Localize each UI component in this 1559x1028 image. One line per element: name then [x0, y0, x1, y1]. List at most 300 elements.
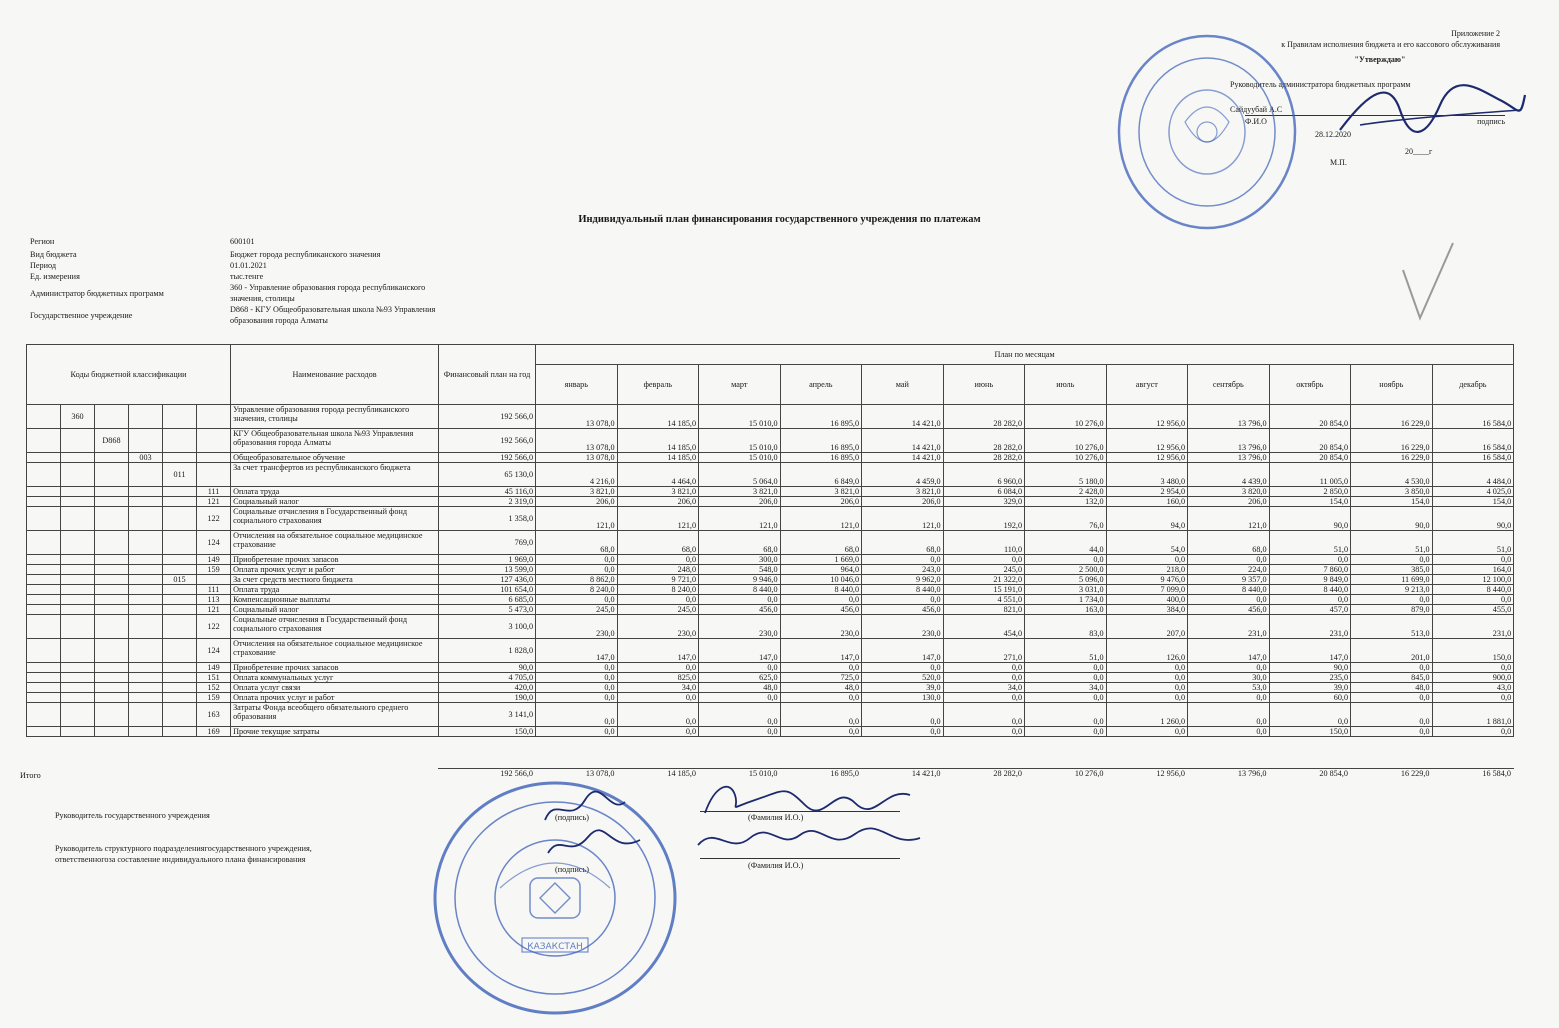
code-cell: [27, 693, 61, 703]
code-cell: [61, 693, 95, 703]
month-value: 206,0: [536, 497, 618, 507]
month-value: 15 191,0: [943, 585, 1025, 595]
month-value: 68,0: [699, 531, 781, 555]
month-value: 0,0: [1025, 673, 1107, 683]
month-value: 0,0: [1269, 703, 1351, 727]
month-value: 0,0: [1188, 663, 1270, 673]
meta-value: 600101: [230, 237, 255, 246]
month-value: 3 821,0: [780, 487, 862, 497]
code-cell: 149: [197, 663, 231, 673]
month-value: 4 530,0: [1351, 463, 1433, 487]
meta-value: 01.01.2021: [230, 261, 267, 270]
month-value: 0,0: [862, 555, 944, 565]
month-value: 0,0: [699, 693, 781, 703]
month-value: 90,0: [1432, 507, 1514, 531]
month-value: 385,0: [1351, 565, 1433, 575]
month-value: 76,0: [1025, 507, 1107, 531]
code-cell: [129, 727, 163, 737]
code-cell: [129, 497, 163, 507]
code-cell: [61, 565, 95, 575]
month-value: 11 005,0: [1269, 463, 1351, 487]
month-value: 90,0: [1269, 663, 1351, 673]
table-row: [27, 453, 1514, 463]
month-value: 53,0: [1188, 683, 1270, 693]
month-value: 8 240,0: [617, 585, 699, 595]
month-value: 8 440,0: [1269, 585, 1351, 595]
code-cell: [163, 453, 197, 463]
signature-stamp-1: [535, 790, 635, 830]
month-value: 879,0: [1351, 605, 1433, 615]
code-cell: 111: [197, 585, 231, 595]
month-value: 121,0: [617, 507, 699, 531]
code-cell: [163, 663, 197, 673]
month-value: 13 796,0: [1188, 405, 1270, 429]
month-value: 154,0: [1351, 497, 1433, 507]
code-cell: [61, 497, 95, 507]
code-cell: [95, 531, 129, 555]
year-line: 20____г: [1405, 147, 1433, 156]
code-cell: [197, 405, 231, 429]
month-value: 16 229,0: [1351, 429, 1433, 453]
code-cell: [163, 405, 197, 429]
month-value: 16 229,0: [1351, 453, 1433, 463]
month-value: 3 821,0: [617, 487, 699, 497]
month-value: 0,0: [536, 727, 618, 737]
month-value: 0,0: [617, 703, 699, 727]
code-cell: 159: [197, 565, 231, 575]
month-value: 90,0: [1351, 507, 1433, 531]
month-value: 11 699,0: [1351, 575, 1433, 585]
table-row: [27, 663, 1514, 673]
month-value: 548,0: [699, 565, 781, 575]
month-value: 21 322,0: [943, 575, 1025, 585]
annual-plan: 1 358,0: [439, 507, 536, 531]
month-value: 230,0: [536, 615, 618, 639]
code-cell: [163, 497, 197, 507]
month-value: 16 895,0: [780, 429, 862, 453]
month-value: 51,0: [1351, 531, 1433, 555]
month-value: 8 440,0: [699, 585, 781, 595]
expense-name: За счет трансфертов из республиканского бюджета: [231, 463, 439, 487]
month-value: 68,0: [780, 531, 862, 555]
total-month-value: 14 421,0: [911, 769, 941, 778]
month-value: 0,0: [536, 663, 618, 673]
code-cell: [163, 565, 197, 575]
month-value: 147,0: [536, 639, 618, 663]
month-value: 28 282,0: [943, 429, 1025, 453]
table-row: [27, 673, 1514, 683]
month-value: 0,0: [1432, 663, 1514, 673]
month-value: 6 849,0: [780, 463, 862, 487]
month-value: 0,0: [1351, 663, 1433, 673]
annual-plan: 101 654,0: [439, 585, 536, 595]
month-value: 0,0: [1025, 555, 1107, 565]
month-value: 0,0: [617, 555, 699, 565]
month-value: 147,0: [780, 639, 862, 663]
month-value: 235,0: [1269, 673, 1351, 683]
month-value: 400,0: [1106, 595, 1188, 605]
head-signature: [1330, 70, 1530, 150]
month-value: 3 821,0: [699, 487, 781, 497]
code-cell: [27, 605, 61, 615]
annual-plan: 13 599,0: [439, 565, 536, 575]
expense-name: Приобретение прочих запасов: [231, 663, 439, 673]
code-cell: [163, 727, 197, 737]
code-cell: [197, 463, 231, 487]
month-header: август: [1106, 365, 1188, 405]
month-value: 10 046,0: [780, 575, 862, 585]
code-cell: [61, 463, 95, 487]
code-cell: [27, 585, 61, 595]
month-value: 16 229,0: [1351, 405, 1433, 429]
code-cell: 163: [197, 703, 231, 727]
code-cell: [61, 615, 95, 639]
code-cell: [27, 727, 61, 737]
table-row: [27, 727, 1514, 737]
month-value: 12 956,0: [1106, 429, 1188, 453]
month-value: 0,0: [1432, 595, 1514, 605]
code-cell: [61, 605, 95, 615]
expense-name: КГУ Общеобразовательная школа №93 Управления образования города Алматы: [231, 429, 439, 453]
sign-label: подпись: [1477, 117, 1505, 126]
mp-label: М.П.: [1330, 158, 1347, 167]
approved-label: "Утверждаю": [1354, 55, 1406, 64]
month-value: 28 282,0: [943, 405, 1025, 429]
month-value: 0,0: [1188, 727, 1270, 737]
month-value: 248,0: [617, 565, 699, 575]
code-cell: [61, 507, 95, 531]
table-row: [27, 507, 1514, 531]
month-value: 0,0: [862, 703, 944, 727]
month-header: июнь: [943, 365, 1025, 405]
approval-date: 28.12.2020: [1315, 130, 1351, 139]
total-month-value: 13 078,0: [585, 769, 615, 778]
month-value: 13 078,0: [536, 405, 618, 429]
expense-name: Оплата коммунальных услуг: [231, 673, 439, 683]
month-value: 8 440,0: [862, 585, 944, 595]
code-cell: [129, 673, 163, 683]
code-cell: [95, 615, 129, 639]
month-header: октябрь: [1269, 365, 1351, 405]
total-month-value: 13 796,0: [1237, 769, 1267, 778]
annual-plan: 150,0: [439, 727, 536, 737]
month-value: 0,0: [617, 693, 699, 703]
code-cell: [95, 639, 129, 663]
annual-plan: 192 566,0: [439, 429, 536, 453]
month-value: 14 185,0: [617, 405, 699, 429]
month-value: 300,0: [699, 555, 781, 565]
month-value: 192,0: [943, 507, 1025, 531]
month-value: 243,0: [862, 565, 944, 575]
annual-plan: 5 473,0: [439, 605, 536, 615]
code-cell: [129, 555, 163, 565]
meta-key: Регион: [30, 237, 55, 246]
month-value: 68,0: [617, 531, 699, 555]
table-row: [27, 463, 1514, 487]
expense-name: Социальные отчисления в Государственный фонд социального страхования: [231, 615, 439, 639]
expense-name: Отчисления на обязательное социальное медицинское страхование: [231, 531, 439, 555]
month-value: 845,0: [1351, 673, 1433, 683]
code-cell: [27, 555, 61, 565]
month-value: 0,0: [699, 663, 781, 673]
month-value: 0,0: [1188, 555, 1270, 565]
code-cell: [95, 497, 129, 507]
month-value: 12 100,0: [1432, 575, 1514, 585]
code-cell: [95, 507, 129, 531]
month-value: 329,0: [943, 497, 1025, 507]
meta-key: Администратор бюджетных программ: [30, 288, 164, 298]
fio-name: Сайдуубай А.С: [1230, 105, 1283, 114]
month-value: 15 010,0: [699, 453, 781, 463]
month-value: 0,0: [1188, 595, 1270, 605]
month-value: 0,0: [1351, 703, 1433, 727]
month-value: 0,0: [780, 595, 862, 605]
month-value: 14 185,0: [617, 453, 699, 463]
month-value: 3 821,0: [536, 487, 618, 497]
month-value: 10 276,0: [1025, 405, 1107, 429]
total-month-value: 16 229,0: [1400, 769, 1430, 778]
code-cell: [163, 595, 197, 605]
month-value: 520,0: [862, 673, 944, 683]
code-cell: [129, 575, 163, 585]
code-cell: 122: [197, 507, 231, 531]
month-header: март: [699, 365, 781, 405]
check-mark: [1398, 240, 1458, 325]
month-value: 0,0: [536, 693, 618, 703]
code-cell: [95, 575, 129, 585]
table-row: [27, 555, 1514, 565]
code-cell: 015: [163, 575, 197, 585]
month-value: 230,0: [617, 615, 699, 639]
expense-name: Отчисления на обязательное социальное медицинское страхование: [231, 639, 439, 663]
code-cell: [27, 673, 61, 683]
month-value: 384,0: [1106, 605, 1188, 615]
month-value: 456,0: [862, 605, 944, 615]
code-cell: [61, 531, 95, 555]
month-value: 10 276,0: [1025, 453, 1107, 463]
month-value: 1 260,0: [1106, 703, 1188, 727]
code-cell: [163, 703, 197, 727]
annual-plan: 6 685,0: [439, 595, 536, 605]
month-value: 130,0: [862, 693, 944, 703]
month-value: 12 956,0: [1106, 453, 1188, 463]
table-row: [27, 565, 1514, 575]
code-cell: [129, 703, 163, 727]
total-label: Итого: [20, 771, 41, 780]
code-cell: [27, 429, 61, 453]
month-value: 14 421,0: [862, 405, 944, 429]
table-row: [27, 429, 1514, 453]
table-row: [27, 487, 1514, 497]
month-value: 0,0: [943, 693, 1025, 703]
code-cell: [61, 429, 95, 453]
month-value: 0,0: [536, 683, 618, 693]
code-cell: [163, 639, 197, 663]
header-months: План по месяцам: [536, 345, 1514, 365]
code-cell: [27, 463, 61, 487]
month-value: 16 895,0: [780, 453, 862, 463]
month-value: 39,0: [1269, 683, 1351, 693]
meta-value: тыс.тенге: [230, 272, 264, 281]
code-cell: 121: [197, 497, 231, 507]
month-value: 9 476,0: [1106, 575, 1188, 585]
code-cell: [129, 639, 163, 663]
month-value: 0,0: [1188, 703, 1270, 727]
annual-plan: 192 566,0: [439, 405, 536, 429]
month-value: 12 956,0: [1106, 405, 1188, 429]
month-value: 6 960,0: [943, 463, 1025, 487]
rules-label: к Правилам исполнения бюджета и его кассового обслуживания: [1281, 40, 1500, 49]
total-month-value: 14 185,0: [667, 769, 696, 778]
month-value: 3 850,0: [1351, 487, 1433, 497]
month-value: 0,0: [1025, 693, 1107, 703]
month-value: 6 084,0: [943, 487, 1025, 497]
code-cell: [95, 487, 129, 497]
month-value: 0,0: [943, 673, 1025, 683]
code-cell: [95, 565, 129, 575]
code-cell: [27, 703, 61, 727]
expense-name: За счет средств местного бюджета: [231, 575, 439, 585]
month-value: 44,0: [1025, 531, 1107, 555]
code-cell: [61, 487, 95, 497]
expense-name: Оплата прочих услуг и работ: [231, 693, 439, 703]
month-value: 0,0: [1106, 663, 1188, 673]
month-value: 0,0: [943, 663, 1025, 673]
total-month-value: 28 282,0: [993, 769, 1022, 778]
month-value: 16 895,0: [780, 405, 862, 429]
month-value: 0,0: [1025, 727, 1107, 737]
table-row: [27, 639, 1514, 663]
code-cell: [163, 615, 197, 639]
month-value: 231,0: [1188, 615, 1270, 639]
month-value: 0,0: [1106, 555, 1188, 565]
month-value: 121,0: [699, 507, 781, 531]
month-value: 0,0: [780, 703, 862, 727]
month-value: 34,0: [943, 683, 1025, 693]
month-value: 164,0: [1432, 565, 1514, 575]
code-cell: [95, 727, 129, 737]
month-value: 13 796,0: [1188, 453, 1270, 463]
month-value: 51,0: [1269, 531, 1351, 555]
month-value: 3 031,0: [1025, 585, 1107, 595]
month-value: 39,0: [862, 683, 944, 693]
month-value: 231,0: [1269, 615, 1351, 639]
month-value: 147,0: [1188, 639, 1270, 663]
code-cell: [27, 497, 61, 507]
month-value: 455,0: [1432, 605, 1514, 615]
code-cell: [129, 405, 163, 429]
month-value: 28 282,0: [943, 453, 1025, 463]
month-value: 121,0: [536, 507, 618, 531]
month-value: 0,0: [536, 673, 618, 683]
month-value: 1 734,0: [1025, 595, 1107, 605]
month-value: 121,0: [1188, 507, 1270, 531]
annual-plan: 3 100,0: [439, 615, 536, 639]
code-cell: [95, 595, 129, 605]
month-value: 51,0: [1025, 639, 1107, 663]
annual-plan: 1 828,0: [439, 639, 536, 663]
annual-plan: 90,0: [439, 663, 536, 673]
code-cell: [163, 429, 197, 453]
month-value: 0,0: [1432, 555, 1514, 565]
code-cell: [163, 555, 197, 565]
meta-value: Бюджет города республиканского значения: [230, 250, 381, 259]
month-value: 147,0: [1269, 639, 1351, 663]
meta-key: Государственное учреждение: [30, 310, 133, 320]
month-value: 0,0: [1351, 555, 1433, 565]
total-month-value: 16 895,0: [830, 769, 859, 778]
month-header: декабрь: [1432, 365, 1514, 405]
code-cell: [95, 683, 129, 693]
code-cell: [61, 575, 95, 585]
total-month-value: 15 010,0: [748, 769, 778, 778]
fio-label: Ф.И.О: [1245, 117, 1267, 126]
code-cell: 169: [197, 727, 231, 737]
signature-2: [690, 820, 930, 860]
month-value: 20 854,0: [1269, 453, 1351, 463]
month-value: 513,0: [1351, 615, 1433, 639]
code-cell: [129, 463, 163, 487]
code-cell: [61, 663, 95, 673]
meta-block: [30, 236, 450, 326]
header-codes: Коды бюджетной классификации: [27, 345, 231, 405]
code-cell: [129, 615, 163, 639]
month-value: 0,0: [1025, 703, 1107, 727]
month-value: 121,0: [862, 507, 944, 531]
month-header: июль: [1025, 365, 1107, 405]
code-cell: [95, 703, 129, 727]
month-value: 3 480,0: [1106, 463, 1188, 487]
code-cell: [129, 565, 163, 575]
month-value: 224,0: [1188, 565, 1270, 575]
header-name: Наименование расходов: [231, 345, 439, 405]
month-value: 147,0: [862, 639, 944, 663]
month-value: 0,0: [536, 555, 618, 565]
month-value: 1 881,0: [1432, 703, 1514, 727]
code-cell: [163, 693, 197, 703]
month-value: 457,0: [1269, 605, 1351, 615]
month-value: 4 464,0: [617, 463, 699, 487]
total-month-value: 20 854,0: [1319, 769, 1348, 778]
month-value: 0,0: [1432, 727, 1514, 737]
month-value: 121,0: [780, 507, 862, 531]
expense-name: Затраты Фонда всеобщего обязательного среднего образования: [231, 703, 439, 727]
month-value: 0,0: [1432, 693, 1514, 703]
code-cell: [27, 487, 61, 497]
code-cell: [163, 531, 197, 555]
code-cell: 149: [197, 555, 231, 565]
month-value: 207,0: [1106, 615, 1188, 639]
month-value: 4 439,0: [1188, 463, 1270, 487]
month-value: 9 357,0: [1188, 575, 1270, 585]
month-value: 0,0: [1025, 663, 1107, 673]
expense-name: Оплата труда: [231, 487, 439, 497]
stamp-country-text: КАЗАКСТАН: [527, 942, 583, 952]
annual-plan: 4 705,0: [439, 673, 536, 683]
expense-name: Оплата труда: [231, 585, 439, 595]
code-cell: [163, 673, 197, 683]
month-value: 147,0: [699, 639, 781, 663]
month-value: 0,0: [536, 565, 618, 575]
code-cell: [95, 555, 129, 565]
annual-plan: 1 969,0: [439, 555, 536, 565]
month-value: 821,0: [943, 605, 1025, 615]
month-value: 16 584,0: [1432, 429, 1514, 453]
month-header: январь: [536, 365, 618, 405]
annual-plan: 65 130,0: [439, 463, 536, 487]
annual-plan: 127 436,0: [439, 575, 536, 585]
month-value: 4 216,0: [536, 463, 618, 487]
